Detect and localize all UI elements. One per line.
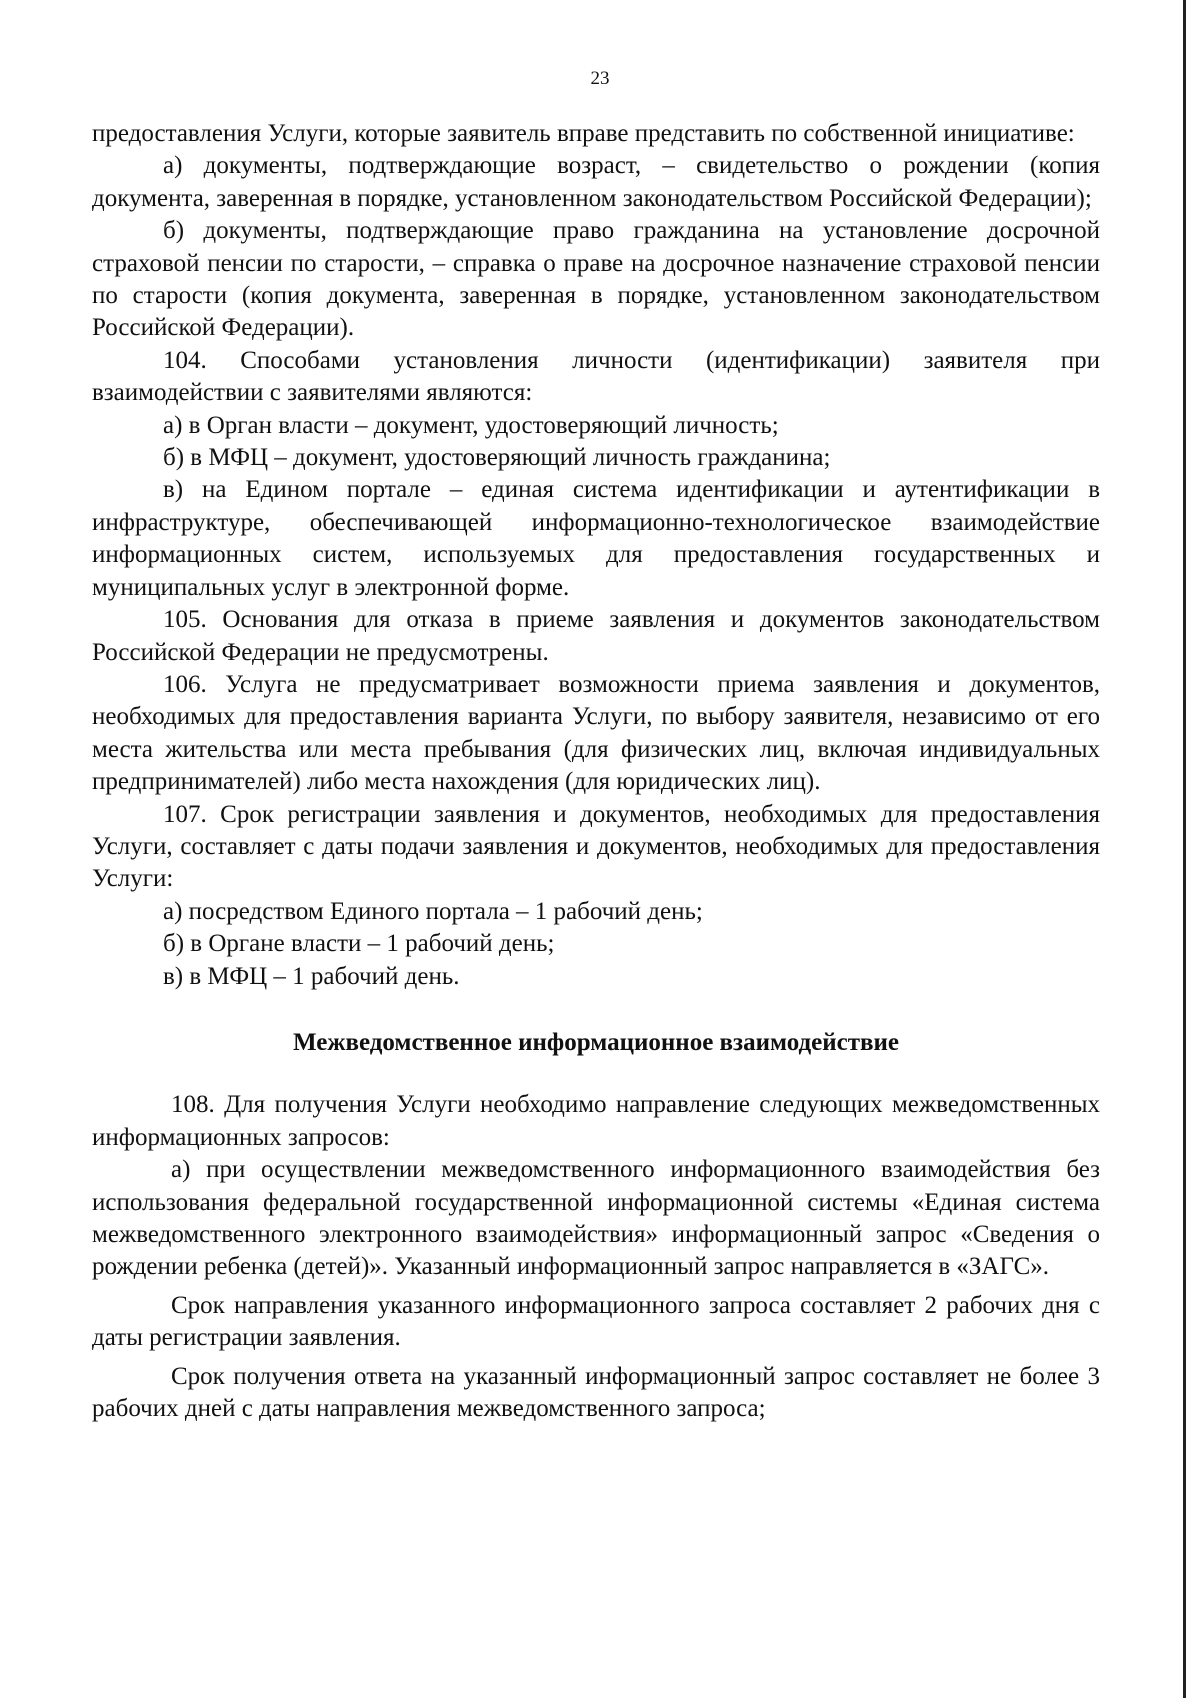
- paragraph: б) в МФЦ – документ, удостоверяющий личность гражданина;: [163, 444, 831, 472]
- page-number: 23: [590, 68, 610, 89]
- paragraph: 108. Для получения Услуги необходимо направление следующих межведомственных информационных запросов:: [92, 1091, 1100, 1151]
- paragraph: в) в МФЦ – 1 рабочий день.: [163, 962, 460, 990]
- paragraph: а) при осуществлении межведомственного информационного взаимодействия без использования федеральной государственной информационной системы «Единая система межведомственного электронного взаимодействия» информационный запрос «Сведения о рождении ребенка (детей)». Указанный информационный запрос направляется в «ЗАГС».: [92, 1156, 1100, 1281]
- paragraph: в) на Едином портале – единая система идентификации и аутентификации в инфраструктуре, обеспечивающей информационно-технологическое взаимодействие информационных систем, используемых для предоставления государственных и муниципальных услуг в электронной форме.: [92, 476, 1100, 601]
- paragraph: б) документы, подтверждающие право гражданина на установление досрочной страховой пенсии по старости, – справка о праве на досрочное назначение страховой пенсии по старости (копия документа, заверенная в порядке, установленном законодательством Российской Федерации).: [92, 217, 1100, 342]
- paragraph: а) документы, подтверждающие возраст, – свидетельство о рождении (копия документа, заверенная в порядке, установленном законодательством Российской Федерации);: [92, 152, 1100, 212]
- paragraph: Срок получения ответа на указанный информационный запрос составляет не более 3 рабочих дней с даты направления межведомственного запроса;: [92, 1362, 1100, 1423]
- page-edge-line: [1183, 0, 1186, 1698]
- paragraph: Срок направления указанного информационного запроса составляет 2 рабочих дня с даты регистрации заявления.: [92, 1291, 1100, 1352]
- section-heading: Межведомственное информационное взаимодействие: [293, 1028, 899, 1056]
- document-body: [92, 118, 1100, 1425]
- paragraph: 105. Основания для отказа в приеме заявления и документов законодательством Российской Федерации не предусмотрены.: [92, 606, 1100, 666]
- paragraph: 104. Способами установления личности (идентификации) заявителя при взаимодействии с заявителями являются:: [92, 346, 1100, 407]
- paragraph: а) посредством Единого портала – 1 рабочий день;: [163, 897, 703, 925]
- paragraph: предоставления Услуги, которые заявитель вправе представить по собственной инициативе:: [92, 120, 1075, 147]
- paragraph: а) в Орган власти – документ, удостоверяющий личность;: [163, 411, 779, 439]
- paragraph: б) в Органе власти – 1 рабочий день;: [163, 930, 555, 958]
- paragraph: 107. Срок регистрации заявления и документов, необходимых для предоставления Услуги, составляет с даты подачи заявления и документов, необходимых для предоставления Услуги:: [92, 800, 1100, 893]
- paragraph: 106. Услуга не предусматривает возможности приема заявления и документов, необходимых для предоставления варианта Услуги, по выбору заявителя, независимо от его места жительства или места пребывания (для физических лиц, включая индивидуальных предпринимателей) либо места нахождения (для юридических лиц).: [92, 670, 1100, 796]
